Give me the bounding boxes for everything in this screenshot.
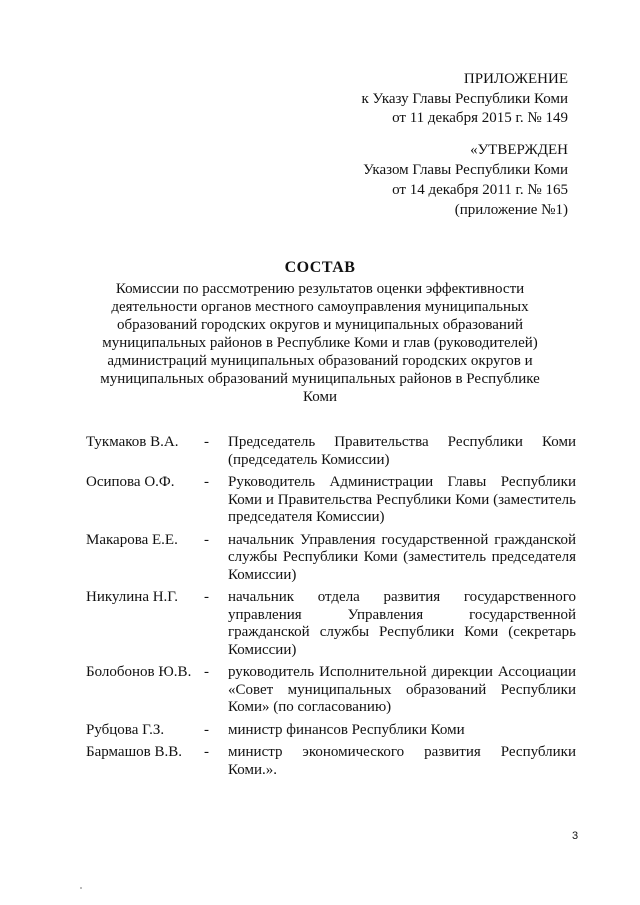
member-dash: - [204, 589, 209, 605]
member-row [86, 722, 576, 740]
member-role: министр финансов Республики Коми [228, 721, 465, 738]
appendix-line-1: к Указу Главы Республики Коми [361, 90, 568, 107]
member-role: начальник Управления государственной гражданской службы Республики Коми (заместитель председателя Комиссии) [228, 531, 576, 583]
member-name: Болобонов Ю.В. [86, 664, 192, 680]
member-dash: - [204, 664, 209, 680]
member-name: Тукмаков В.А. [86, 434, 179, 450]
member-row [86, 664, 576, 717]
member-role: начальник отдела развития государственного управления Управления государственной гражданской службы Республики Коми (секретарь Комиссии) [228, 589, 576, 658]
member-row [86, 474, 576, 527]
member-name: Макарова Е.Е. [86, 531, 178, 548]
members-list [86, 434, 576, 784]
page-number: 3 [572, 830, 579, 842]
document-title: СОСТАВ [284, 259, 356, 276]
member-dash: - [204, 721, 209, 738]
approved-line-2: от 14 декабря 2011 г. № 165 [392, 182, 568, 198]
member-row [86, 744, 576, 779]
member-name: Бармашов В.В. [86, 744, 182, 760]
member-role: руководитель Исполнительной дирекции Ассоциации «Совет муниципальных образований Республики Коми» (по согласованию) [228, 664, 576, 715]
approved-line-3: (приложение №1) [454, 202, 568, 218]
member-name: Рубцова Г.З. [86, 721, 165, 738]
member-role: Председатель Правительства Республики Коми (председатель Комиссии) [228, 434, 576, 468]
member-row [86, 434, 576, 469]
member-dash: - [204, 434, 209, 450]
member-name: Осипова О.Ф. [86, 474, 175, 490]
member-row [86, 532, 576, 585]
document-subtitle: Комиссии по рассмотрению результатов оценки эффективности деятельности органов местного самоуправления муниципальных образований городских округов и муниципальных образований муниципальных районов в Республике Коми и глав (руководителей) администраций муниципальных образований городских округов и муниципальных образований муниципальных районов в Республике Коми [100, 281, 540, 405]
member-name: Никулина Н.Г. [86, 589, 179, 605]
member-row [86, 589, 576, 659]
member-role: министр экономического развития Республики Коми.». [228, 744, 576, 778]
member-dash: - [204, 474, 209, 490]
appendix-line-2: от 11 декабря 2015 г. № 149 [392, 110, 568, 126]
scan-artifact-dot [80, 887, 82, 889]
approved-title: «УТВЕРЖДЕН [470, 142, 568, 158]
appendix-title: ПРИЛОЖЕНИЕ [463, 71, 568, 87]
title-block [90, 258, 550, 406]
approved-header [363, 140, 568, 220]
appendix-header [361, 70, 568, 129]
member-role: Руководитель Администрации Главы Республики Коми и Правительства Республики Коми (заместитель председателя Комиссии) [228, 474, 576, 525]
member-dash: - [204, 531, 209, 548]
member-dash: - [204, 744, 209, 760]
approved-line-1: Указом Главы Республики Коми [363, 162, 568, 178]
